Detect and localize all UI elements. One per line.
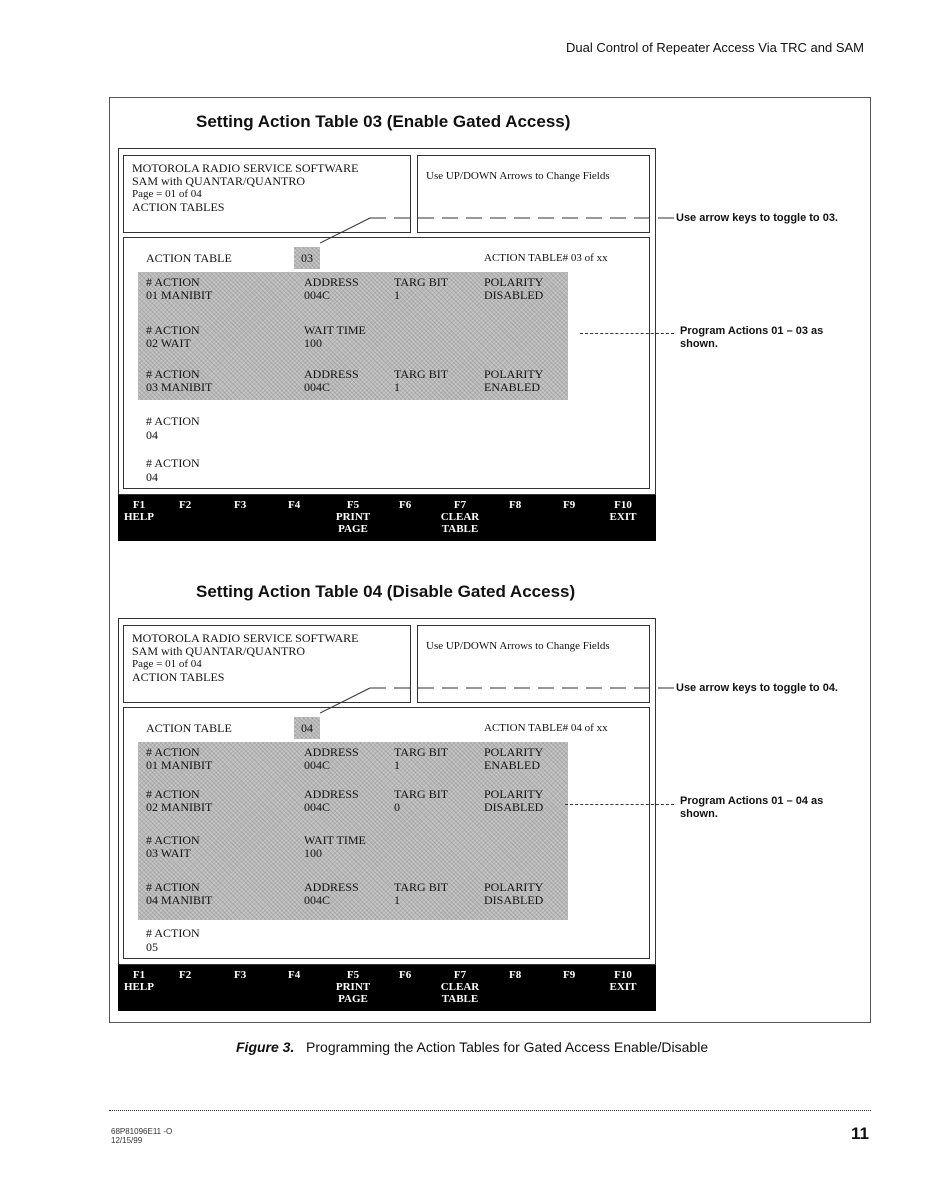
function-key-bar-2 (118, 965, 656, 1011)
action-value-col4[interactable]: DISABLED (484, 893, 544, 907)
action-value-col1[interactable]: 03 MANIBIT (146, 380, 213, 394)
action-header-col2: WAIT TIME (304, 833, 366, 847)
action-value-col1[interactable]: 02 WAIT (146, 336, 191, 350)
page-number: 11 (851, 1124, 869, 1143)
action-header-col1: # ACTION (146, 787, 200, 801)
action-value-col1[interactable]: 01 MANIBIT (146, 758, 213, 772)
footer-rule (109, 1110, 871, 1111)
fkey-f3[interactable]: F3 (234, 969, 247, 981)
action-value-col1[interactable]: 03 WAIT (146, 846, 191, 860)
action-header-col2: ADDRESS (304, 745, 359, 759)
figure-caption (236, 1039, 708, 1055)
fkey-f1[interactable] (124, 499, 154, 523)
figure-caption-text: Programming the Action Tables for Gated Access Enable/Disable (306, 1039, 709, 1055)
fkey-label: EXIT (609, 511, 637, 523)
callout-toggle-1: Use arrow keys to toggle to 03. (676, 212, 838, 224)
fkey-label: HELP (124, 511, 154, 523)
action-header-col1: # ACTION (146, 323, 200, 337)
toggle-leader-line-2 (320, 675, 680, 725)
info-line: SAM with QUANTAR/QUANTRO (132, 174, 306, 188)
action-value-col1[interactable]: 02 MANIBIT (146, 800, 213, 814)
action-header-col3: TARG BIT (394, 880, 449, 894)
action-header-col2: WAIT TIME (304, 323, 366, 337)
fkey-f4[interactable]: F4 (288, 499, 301, 511)
screen-2-hint-panel: Use UP/DOWN Arrows to Change Fields (417, 625, 650, 703)
footer-doc-info (111, 1127, 172, 1145)
fkey-f10[interactable] (608, 499, 638, 523)
action-value-col2[interactable]: 004C (304, 288, 331, 302)
fkey-f3[interactable]: F3 (234, 499, 247, 511)
empty-action-number[interactable]: 04 (146, 428, 158, 442)
action-header-col1: # ACTION (146, 367, 200, 381)
action-value-col2[interactable]: 004C (304, 758, 331, 772)
action-header-col4: POLARITY (484, 745, 544, 759)
screen-1 (118, 148, 656, 495)
fkey-f9[interactable]: F9 (563, 969, 576, 981)
action-header-col2: ADDRESS (304, 787, 359, 801)
section-title-2: Setting Action Table 04 (Disable Gated Access) (196, 582, 576, 601)
action-value-col2[interactable]: 100 (304, 336, 322, 350)
fkey-f7[interactable] (438, 969, 482, 1005)
action-value-col4[interactable]: DISABLED (484, 800, 544, 814)
toggle-leader-line-1 (320, 205, 680, 255)
fkey-key: F10 (614, 969, 632, 981)
fkey-key: F1 (132, 969, 146, 981)
action-header-col4: POLARITY (484, 787, 544, 801)
fkey-f8[interactable]: F8 (509, 499, 522, 511)
info-line: SAM with QUANTAR/QUANTRO (132, 644, 306, 658)
function-key-bar-1 (118, 495, 656, 541)
figure-label: Figure 3. (236, 1039, 295, 1055)
action-value-col4[interactable]: DISABLED (484, 288, 544, 302)
action-value-col3[interactable]: 1 (394, 380, 400, 394)
action-value-col1[interactable]: 01 MANIBIT (146, 288, 213, 302)
fkey-label: CLEAR TABLE (440, 511, 480, 535)
action-header-col4: POLARITY (484, 367, 544, 381)
action-header-col3: TARG BIT (394, 367, 449, 381)
screen-1-hint-panel: Use UP/DOWN Arrows to Change Fields (417, 155, 650, 233)
info-line: ACTION TABLES (132, 670, 225, 684)
fkey-f1[interactable] (124, 969, 154, 993)
fkey-key: F1 (132, 499, 146, 511)
table-count: ACTION TABLE# 03 of xx (484, 252, 608, 264)
empty-action-label: # ACTION (146, 456, 200, 470)
action-header-col3: TARG BIT (394, 787, 449, 801)
action-value-col2[interactable]: 004C (304, 893, 331, 907)
action-header-col4: POLARITY (484, 275, 544, 289)
empty-action-label: # ACTION (146, 414, 200, 428)
action-header-col1: # ACTION (146, 833, 200, 847)
info-line: Page = 01 of 04 (132, 188, 202, 200)
fkey-label: PRINT PAGE (335, 511, 371, 535)
action-header-col1: # ACTION (146, 275, 200, 289)
fkey-f7[interactable] (438, 499, 482, 535)
action-value-col3[interactable]: 1 (394, 758, 400, 772)
fkey-key: F5 (346, 969, 360, 981)
action-value-col2[interactable]: 004C (304, 800, 331, 814)
fkey-f2[interactable]: F2 (179, 499, 192, 511)
table-number-field[interactable]: 04 (294, 717, 320, 739)
action-value-col2[interactable]: 100 (304, 846, 322, 860)
table-number-field[interactable]: 03 (294, 247, 320, 269)
fkey-key: F7 (453, 969, 467, 981)
action-header-col2: ADDRESS (304, 367, 359, 381)
callout-program-1: Program Actions 01 – 03 as shown. (680, 325, 824, 350)
fkey-f8[interactable]: F8 (509, 969, 522, 981)
fkey-key: F5 (346, 499, 360, 511)
doc-date: 12/15/99 (111, 1136, 143, 1145)
program-leader-line-1 (580, 333, 674, 334)
callout-program-2: Program Actions 01 – 04 as shown. (680, 795, 824, 820)
action-header-col2: ADDRESS (304, 275, 359, 289)
table-label: ACTION TABLE (146, 251, 232, 265)
action-header-col2: ADDRESS (304, 880, 359, 894)
action-value-col3[interactable]: 0 (394, 800, 400, 814)
screen-2-table-panel (123, 707, 650, 959)
info-line: ACTION TABLES (132, 200, 225, 214)
fkey-f6[interactable]: F6 (399, 969, 412, 981)
fkey-f9[interactable]: F9 (563, 499, 576, 511)
fkey-f2[interactable]: F2 (179, 969, 192, 981)
action-header-col1: # ACTION (146, 745, 200, 759)
empty-action-number[interactable]: 05 (146, 940, 158, 954)
fkey-f5[interactable] (333, 499, 373, 535)
fkey-key: F10 (614, 499, 632, 511)
running-header: Dual Control of Repeater Access Via TRC and SAM (566, 40, 864, 55)
fkey-label: CLEAR TABLE (440, 981, 480, 1005)
screen-1-table-panel (123, 237, 650, 489)
action-header-col4: POLARITY (484, 880, 544, 894)
info-line: Page = 01 of 04 (132, 658, 202, 670)
doc-number: 68P81096E11 -O (111, 1127, 173, 1136)
action-value-col3[interactable]: 1 (394, 288, 400, 302)
fkey-f4[interactable]: F4 (288, 969, 301, 981)
empty-action-number[interactable]: 04 (146, 470, 158, 484)
fkey-key: F7 (453, 499, 467, 511)
action-header-col3: TARG BIT (394, 745, 449, 759)
action-value-col3[interactable]: 1 (394, 893, 400, 907)
fkey-label: EXIT (609, 981, 637, 993)
action-header-col1: # ACTION (146, 880, 200, 894)
fkey-label: HELP (124, 981, 154, 993)
empty-action-label: # ACTION (146, 926, 200, 940)
fkey-label: PRINT PAGE (335, 981, 371, 1005)
fkey-f5[interactable] (333, 969, 373, 1005)
action-value-col4[interactable]: ENABLED (484, 758, 540, 772)
action-value-col1[interactable]: 04 MANIBIT (146, 893, 213, 907)
callout-toggle-2: Use arrow keys to toggle to 04. (676, 682, 838, 694)
screen-2 (118, 618, 656, 965)
program-leader-line-2 (565, 804, 674, 805)
section-title-1: Setting Action Table 03 (Enable Gated Access) (196, 112, 571, 131)
info-line: MOTOROLA RADIO SERVICE SOFTWARE (132, 161, 359, 175)
action-value-col2[interactable]: 004C (304, 380, 331, 394)
table-label: ACTION TABLE (146, 721, 232, 735)
fkey-f6[interactable]: F6 (399, 499, 412, 511)
fkey-f10[interactable] (608, 969, 638, 993)
table-count: ACTION TABLE# 04 of xx (484, 722, 608, 734)
action-header-col3: TARG BIT (394, 275, 449, 289)
action-value-col4[interactable]: ENABLED (484, 380, 540, 394)
info-line: MOTOROLA RADIO SERVICE SOFTWARE (132, 631, 359, 645)
